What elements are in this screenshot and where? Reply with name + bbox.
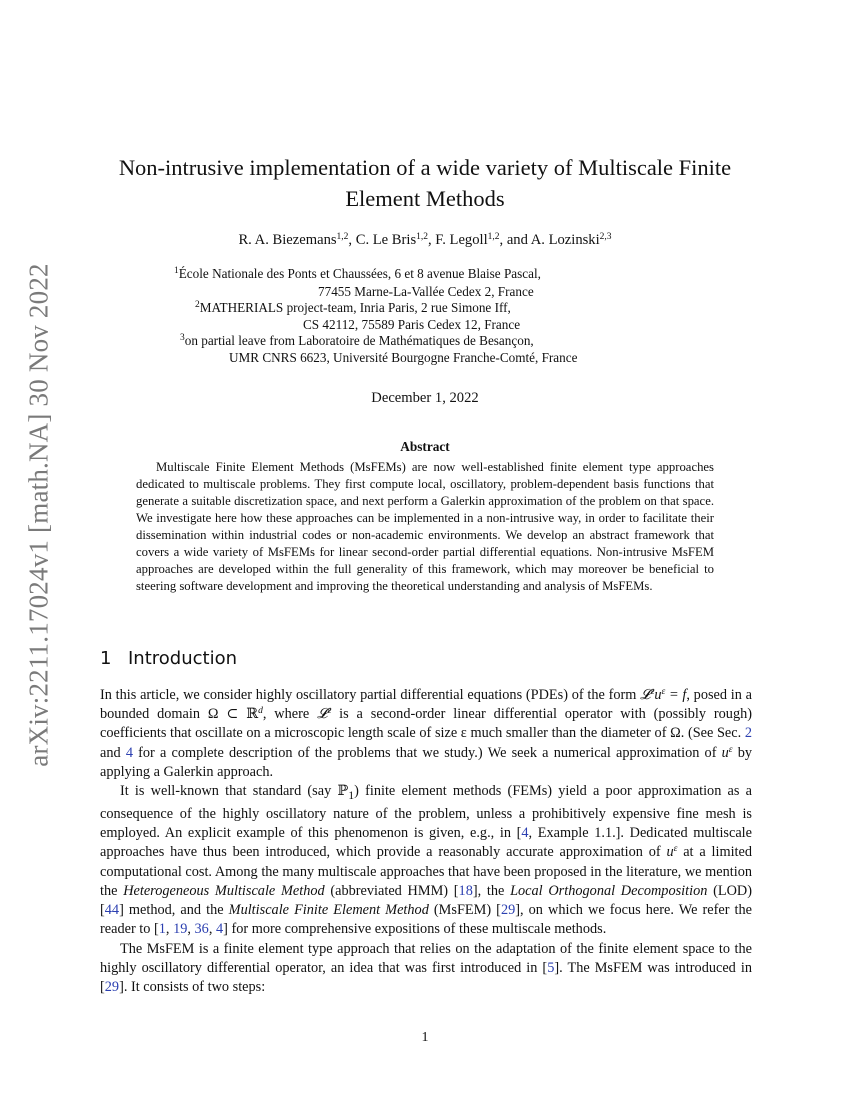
author-name: F. Legoll bbox=[435, 232, 488, 248]
abstract-text: Multiscale Finite Element Methods (MsFEMs) are now well-established finite element type approaches dedicated to multiscale problems. They first compute local, oscillatory, problem-dependent basis functions that generate a suitable discretization space, and next perform a Galerkin approximation of the problem on that space. We investigate here how these approaches can be implemented in a non-intrusive way, in order to facilitate their dissemination within industrial codes or non-academic environments. We develop an abstract framework that covers a wide variety of MsFEMs for linear second-order partial differential equations. Non-intrusive MsFEM approaches are developed within the full generality of this framework, which may moreover be beneficial to steering software development and improving the theoretical understanding and analysis of MsFEMs. bbox=[136, 460, 714, 593]
affiliation-1: $^1$École Nationale des Ponts et Chaussées, 6 et 8 avenue Blaise Pascal, bbox=[174, 266, 541, 281]
citation-link[interactable]: 4 bbox=[215, 921, 224, 938]
author-affiliation-mark: 1,2 bbox=[416, 232, 428, 242]
citation-link[interactable]: 4 bbox=[521, 825, 529, 842]
paper-date: December 1, 2022 bbox=[371, 390, 479, 406]
section-number: 1 bbox=[100, 648, 112, 669]
affiliation-3-address: UMR CNRS 6623, Université Bourgogne Franche-Comté, France bbox=[229, 350, 578, 365]
arxiv-identifier: arXiv:2211.17024v1 [math.NA] 30 Nov 2022 bbox=[23, 263, 54, 767]
citation-link[interactable]: 19 bbox=[173, 921, 188, 938]
affiliation-1-address: 77455 Marne-La-Vallée Cedex 2, France bbox=[318, 284, 534, 299]
paragraph: The MsFEM is a finite element type approach that relies on the adaptation of the finite element space to the highly oscillatory differential operator, an idea that was first introduced in [5]. The MsFEM was introduced in [29]. It consists of two steps: bbox=[100, 940, 752, 995]
author-name: A. Lozinski bbox=[530, 232, 600, 248]
abstract-body bbox=[136, 459, 714, 595]
arxiv-sidebar bbox=[14, 238, 64, 792]
paragraph: It is well-known that standard (say ℙ$_1$) finite element methods (FEMs) yield a poor approximation as a consequence of the highly oscillatory nature of the problem, unless a prohibitively expensive fine mesh is employed. An explicit example of this phenomenon is given, e.g., in [4, Example 1.1.]. Dedicated multiscale approaches have thus been introduced, which provide a reasonably accurate approximation of $u^\varepsilon$ at a limited computational cost. Among the many multiscale approaches that have been proposed in the literature, we mention the Heterogeneous Multiscale Method (abbreviated HMM) [18], the Local Orthogonal Decomposition (LOD) [44] method, and the Multiscale Finite Element Method (MsFEM) [29], on which we focus here. We refer the reader to [1, 19, 36, 4] for more comprehensive expositions of these multiscale methods. bbox=[100, 783, 753, 938]
affiliation-2: $^2$MATHERIALS project-team, Inria Paris, 2 rue Simone Iff, bbox=[195, 300, 511, 315]
paper-title: Non-intrusive implementation of a wide variety of Multiscale Finite Element Methods bbox=[118, 155, 732, 211]
citation-link[interactable]: 29 bbox=[500, 902, 516, 919]
affiliation-2-address: CS 42112, 75589 Paris Cedex 12, France bbox=[303, 317, 521, 332]
citation-link[interactable]: 1 bbox=[158, 921, 166, 938]
section-title: Introduction bbox=[128, 648, 238, 669]
author-name: C. Le Bris bbox=[355, 232, 417, 248]
citation-link[interactable]: 36 bbox=[194, 921, 209, 938]
author-list: R. A. Biezemans$^{1,2}$, C. Le Bris$^{1,2}$, F. Legoll$^{1,2}$, and A. Lozinski$^{2,3}$ bbox=[238, 232, 612, 248]
author-name: R. A. Biezemans bbox=[238, 232, 337, 248]
section-reference-link[interactable]: 2 bbox=[744, 725, 752, 742]
author-affiliation-mark: 2,3 bbox=[599, 232, 612, 242]
page-number: 1 bbox=[421, 1030, 429, 1045]
citation-link[interactable]: 18 bbox=[458, 882, 473, 899]
paragraph: In this article, we consider highly oscillatory partial differential equations (PDEs) of the form $𝓛^\varepsilon u^\varepsilon = f$, posed in a bounded domain Ω ⊂ ℝ$^d$, where 𝓛$^\varepsilon$ is a second-order linear differential operator with (possibly rough) coefficients that oscillate on a microscopic length scale of size ε much smaller than the diameter of Ω. (See Sec. 2 and 4 for a complete description of the problems that we study.) We seek a numerical approximation of $u^\varepsilon$ by applying a Galerkin approach. bbox=[100, 687, 753, 780]
citation-link[interactable]: 29 bbox=[104, 978, 120, 995]
abstract-heading: Abstract bbox=[400, 439, 450, 454]
section-reference-link[interactable]: 4 bbox=[125, 744, 133, 761]
introduction-body bbox=[100, 686, 752, 997]
author-affiliation-mark: 1,2 bbox=[336, 232, 349, 242]
affiliation-3: $^3$on partial leave from Laboratoire de Mathématiques de Besançon, bbox=[180, 333, 534, 348]
citation-link[interactable]: 44 bbox=[104, 902, 120, 919]
section-heading bbox=[100, 648, 237, 669]
author-affiliation-mark: 1,2 bbox=[487, 232, 500, 242]
citation-link[interactable]: 5 bbox=[547, 959, 555, 976]
